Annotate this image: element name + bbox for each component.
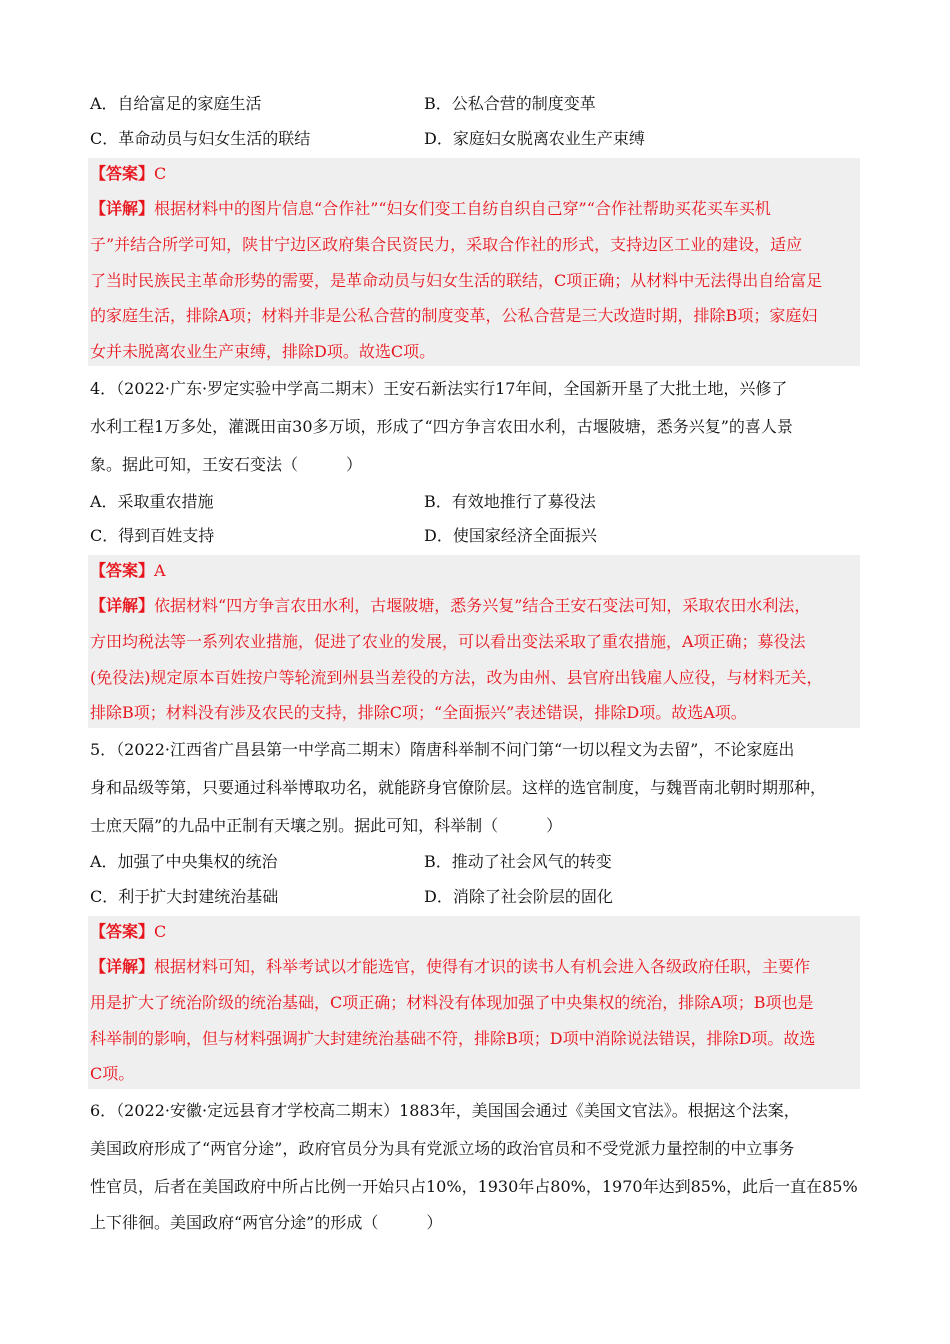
q5-detail-line: 科举制的影响，但与材料强调扩大封建统治基础不符，排除B项；D项中消除说法错误，排除D项。故选	[90, 1029, 816, 1048]
detail-tag: 【详解】	[90, 199, 155, 218]
answer-tag: 【答案】	[90, 561, 155, 580]
q3-option-d: D．家庭妇女脱离农业生产束缚	[424, 129, 645, 148]
answer-letter: A	[154, 561, 166, 580]
q5-answer	[90, 915, 166, 949]
answer-tag: 【答案】	[90, 164, 155, 183]
q3-detail-line: 了当时民族民主革命形势的需要，是革命动员与妇女生活的联结，C项正确；从材料中无法得出自给富足	[90, 271, 823, 290]
q4-stem-line: 象。据此可知，王安石变法（ ）	[90, 455, 363, 474]
q3-option-b: B．公私合营的制度变革	[424, 94, 596, 113]
q4-option-c: C．得到百姓支持	[90, 526, 215, 545]
q4-detail-line: 排除B项；材料没有涉及农民的支持，排除C项；“全面振兴”表述错误，排除D项。故选A项。	[90, 703, 747, 722]
detail-tag: 【详解】	[90, 596, 155, 615]
q5-detail-line: C项。	[90, 1064, 135, 1083]
q6-stem-line: 6．（2022·安徽·定远县育才学校高二期末）1883年，美国国会通过《美国文官法》。根据这个法案，	[90, 1101, 800, 1120]
q3-detail-line: 女并未脱离农业生产束缚，排除D项。故选C项。	[90, 342, 436, 361]
q5-stem-line: 身和品级等第，只要通过科举博取功名，就能跻身官僚阶层。这样的选官制度，与魏晋南北朝时期那种，	[90, 778, 827, 797]
detail-tag: 【详解】	[90, 957, 155, 976]
answer-letter: C	[154, 164, 167, 183]
q4-stem-line: 4．（2022·广东·罗定实验中学高二期末）王安石新法实行17年间，全国新开垦了大批土地，兴修了	[90, 379, 788, 398]
q4-answer	[90, 554, 166, 588]
q3-detail-line: 的家庭生活，排除A项；材料并非是公私合营的制度变革，公私合营是三大改造时期，排除B项；家庭妇	[90, 306, 818, 325]
q5-option-b: B．推动了社会风气的转变	[424, 852, 612, 871]
q5-option-d: D．消除了社会阶层的固化	[424, 887, 613, 906]
q5-stem-line: 士庶天隔”的九品中正制有天壤之别。据此可知，科举制（ ）	[90, 816, 563, 835]
q5-option-a: A．加强了中央集权的统治	[90, 852, 278, 871]
q4-option-b: B．有效地推行了募役法	[424, 492, 596, 511]
q3-detail-line: 子”并结合所学可知，陕甘宁边区政府集合民资民力，采取合作社的形式，支持边区工业的建设，适应	[90, 235, 803, 254]
q5-detail-line: 用是扩大了统治阶级的统治基础，C项正确；材料没有体现加强了中央集权的统治，排除A项；B项也是	[90, 993, 814, 1012]
q4-detail-line: (免役法)规定原本百姓按户等轮流到州县当差役的方法，改为由州、县官府出钱雇人应役，与材料无关，	[90, 668, 823, 687]
q4-stem-line: 水利工程1万多处，灌溉田亩30多万顷，形成了“四方争言农田水利，古堰陂塘，悉务兴复”的喜人景	[90, 417, 793, 436]
q5-option-c: C．利于扩大封建统治基础	[90, 887, 279, 906]
q4-detail-line: 方田均税法等一系列农业措施，促进了农业的发展，可以看出变法采取了重农措施，A项正确；募役法	[90, 632, 806, 651]
q3-option-c: C．革命动员与妇女生活的联结	[90, 129, 311, 148]
q3-answer	[90, 157, 166, 191]
answer-tag: 【答案】	[90, 922, 155, 941]
q4-detail-line: 【详解】依据材料“四方争言农田水利，古堰陂塘，悉务兴复”结合王安石变法可知，采取农田水利法，	[90, 596, 811, 615]
q5-detail-line: 【详解】根据材料可知，科举考试以才能选官，使得有才识的读书人有机会进入各级政府任职，主要作	[90, 957, 811, 976]
q6-stem-line: 美国政府形成了“两官分途”，政府官员分为具有党派立场的政治官员和不受党派力量控制的中立事务	[90, 1139, 795, 1158]
q6-stem-line: 性官员，后者在美国政府中所占比例一开始只占10%，1930年占80%，1970年达到85%，此后一直在85%	[90, 1177, 858, 1196]
answer-letter: C	[154, 922, 167, 941]
q4-option-d: D．使国家经济全面振兴	[424, 526, 597, 545]
q6-stem-line: 上下徘徊。美国政府“两官分途”的形成（ ）	[90, 1213, 443, 1232]
q4-option-a: A．采取重农措施	[90, 492, 214, 511]
q3-option-a: A．自给富足的家庭生活	[90, 94, 262, 113]
q3-detail-line: 【详解】根据材料中的图片信息“合作社”“妇女们变工自纺自织自己穿”“合作社帮助买花买车买机	[90, 199, 771, 218]
q5-stem-line: 5．（2022·江西省广昌县第一中学高二期末）隋唐科举制不问门第“一切以程文为去留”，不论家庭出	[90, 740, 795, 759]
